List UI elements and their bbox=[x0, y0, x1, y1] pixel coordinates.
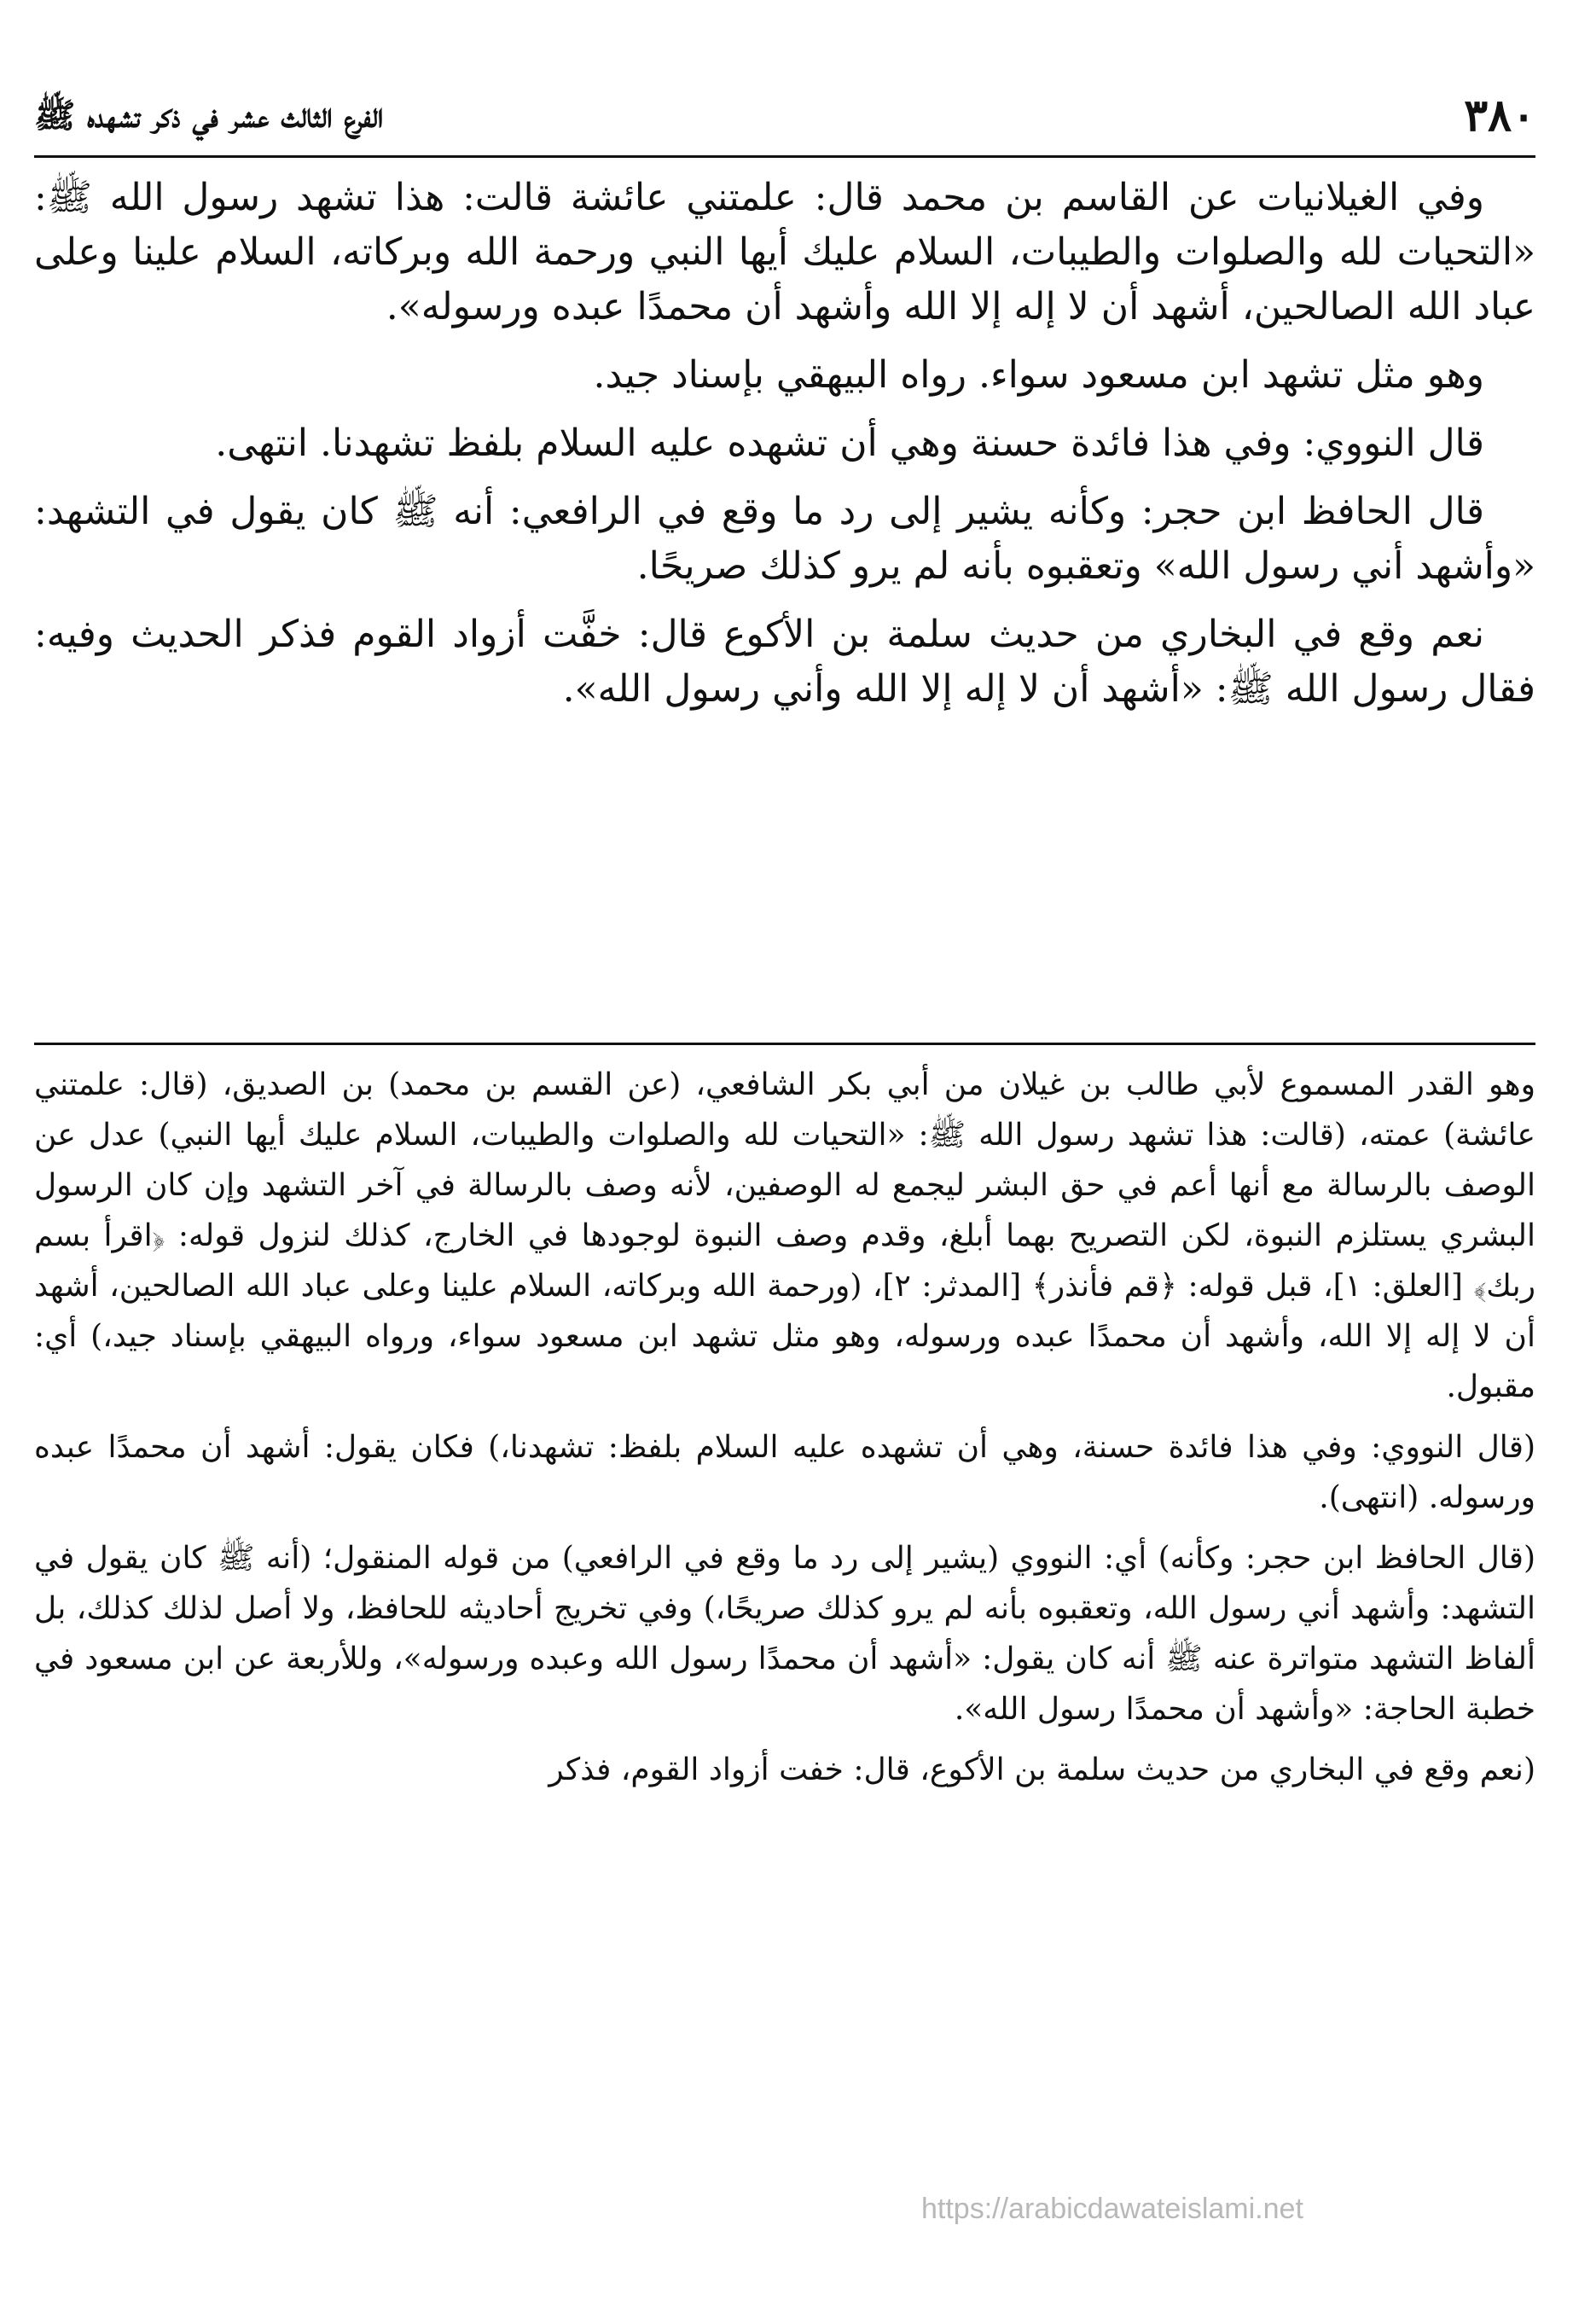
main-paragraph: قال الحافظ ابن حجر: وكأنه يشير إلى رد ما وقع في الرافعي: أنه ﷺ كان يقول في التشهد: «وأشهد أني رسول الله» وتعقبوه بأنه لم يرو كذلك صريحًا. bbox=[34, 490, 1535, 588]
main-paragraph: قال النووي: وفي هذا فائدة حسنة وهي أن تشهده عليه السلام بلفظ تشهدنا. انتهى. bbox=[215, 421, 1484, 465]
commentary-paragraph: (نعم وقع في البخاري من حديث سلمة بن الأكوع، قال: خفت أزواد القوم، فذكر bbox=[549, 1752, 1535, 1787]
page-number: ٣٨٠ bbox=[1464, 90, 1535, 142]
running-title: الفرع الثالث عشر في ذكر تشهده ﷺ bbox=[34, 96, 384, 136]
main-paragraph: نعم وقع في البخاري من حديث سلمة بن الأكوع قال: خفَّت أزواد القوم فذكر الحديث وفيه: فقال رسول الله ﷺ: «أشهد أن لا إله إلا الله وأني رسول الله». bbox=[34, 613, 1535, 711]
main-paragraph: وفي الغيلانيات عن القاسم بن محمد قال: علمتني عائشة قالت: هذا تشهد رسول الله ﷺ: «التحيات لله والصلوات والطيبات، السلام عليك أيها النبي ورحمة الله وبركاته، السلام علينا وعلى عباد الله الصالحين، أشهد أن لا إله إلا الله وأشهد أن محمدًا عبده ورسوله». bbox=[34, 176, 1536, 328]
section-divider bbox=[34, 1043, 1535, 1045]
page-header bbox=[34, 85, 1535, 147]
commentary-paragraph: وهو القدر المسموع لأبي طالب بن غيلان من أبي بكر الشافعي، (عن القسم بن محمد) بن الصديق، (قال: علمتني عائشة) عمته، (قالت: هذا تشهد رسول الله ﷺ: «التحيات لله والصلوات والطيبات، السلام عليك أيها النبي) عدل عن الوصف بالرسالة مع أنها أعم في حق البشر ليجمع له الوصفين، لأنه وصف بالرسالة في آخر التشهد وإن كان الرسول البشري يستلزم النبوة، لكن التصريح بهما أبلغ، وقدم وصف النبوة لوجودها في الخارج، كذلك لنزول قوله: ﴿اقرأ بسم ربك﴾ [العلق: ١]، قبل قوله: ﴿قم فأنذر﴾ [المدثر: ٢]، (ورحمة الله وبركاته، السلام علينا وعلى عباد الله الصالحين، أشهد أن لا إله إلا الله، وأشهد أن محمدًا عبده ورسوله، وهو مثل تشهد ابن مسعود سواء، ورواه البيهقي بإسناد جيد،) أي: مقبول. bbox=[34, 1067, 1536, 1404]
commentary-paragraph: (قال النووي: وفي هذا فائدة حسنة، وهي أن تشهده عليه السلام بلفظ: تشهدنا،) فكان يقول: أشهد أن محمدًا عبده ورسوله. (انتهى). bbox=[34, 1430, 1535, 1515]
watermark-url: https://arabicdawateislami.net bbox=[921, 2193, 1303, 2225]
commentary-text bbox=[34, 1060, 1535, 1805]
main-text bbox=[34, 171, 1535, 730]
main-paragraph: وهو مثل تشهد ابن مسعود سواء. رواه البيهقي بإسناد جيد. bbox=[593, 353, 1484, 397]
commentary-paragraph: (قال الحافظ ابن حجر: وكأنه) أي: النووي (يشير إلى رد ما وقع في الرافعي) من قوله المنقول؛ (أنه ﷺ كان يقول في التشهد: وأشهد أني رسول الله، وتعقبوه بأنه لم يرو كذلك صريحًا،) وفي تخريج أحاديثه للحافظ، ولا أصل لذلك كذلك، بل ألفاظ التشهد متواترة عنه ﷺ أنه كان يقول: «أشهد أن محمدًا رسول الله وعبده ورسوله»، وللأربعة عن ابن مسعود في خطبة الحاجة: «وأشهد أن محمدًا رسول الله». bbox=[34, 1541, 1536, 1727]
header-rule bbox=[34, 155, 1535, 158]
